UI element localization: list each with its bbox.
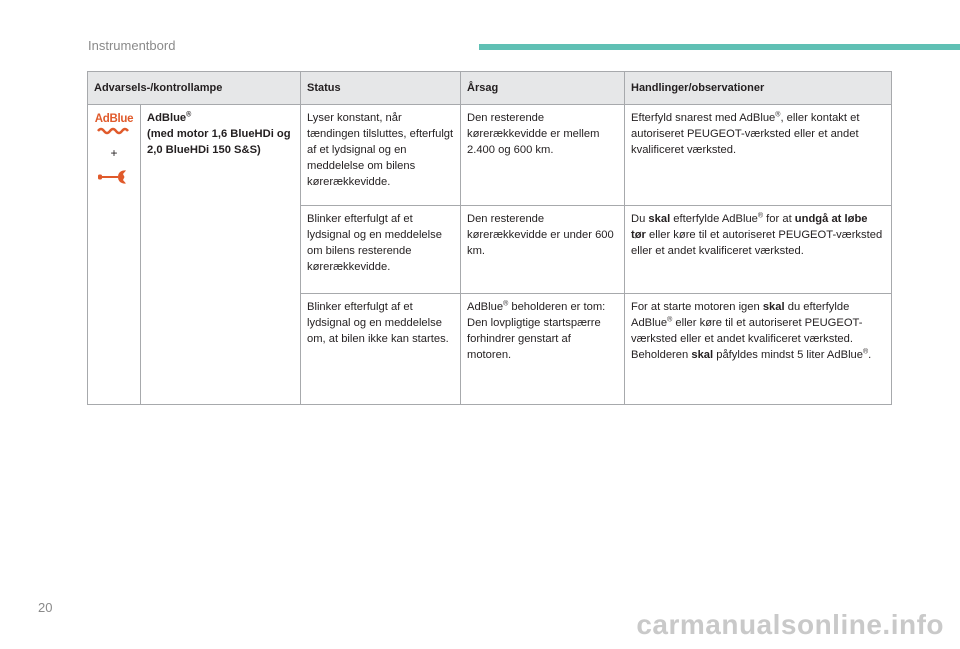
watermark: carmanualsonline.info [636,609,944,640]
cause-cell: Den resterende kørerækkevidde er under 600 km. [461,206,625,294]
adblue-wave-icon [97,127,131,135]
page-number: 20 [38,600,53,615]
header-cause: Årsag [461,72,625,105]
header-status: Status [301,72,461,105]
action-cell: Efterfyld snarest med AdBlue®, eller kontakt et autoriseret PEUGEOT-værksted eller et andet kvalificeret værksted. [625,105,892,206]
plus-sign: + [110,146,118,160]
status-cell: Blinker efterfulgt af et lydsignal og en meddelelse om bilens resterende kørerækkevidde. [301,206,461,294]
section-title: Instrumentbord [88,38,176,53]
lamp-icons-cell [88,105,141,405]
action-cell: Du skal efterfylde AdBlue® for at undgå at løbe tør eller køre til et autoriseret PEUGEOT-værksted eller et andet kvalificeret værksted. [625,206,892,294]
status-cell: Blinker efterfulgt af et lydsignal og en meddelelse om, at bilen ikke kan startes. [301,294,461,405]
status-cell: Lyser konstant, når tændingen tilsluttes, efterfulgt af et lydsignal og en meddelelse om bilens kørerækkevidde. [301,105,461,206]
lamp-name: AdBlue [147,112,187,124]
header-actions: Handlinger/observationer [625,72,892,105]
table-row [88,105,892,206]
warning-lamp-table [87,71,892,405]
action-cell: For at starte motoren igen skal du efterfylde AdBlue® eller køre til et autoriseret PEUGEOT-værksted eller et andet kvalificeret værksted. Beholderen skal påfyldes mindst 5 liter AdBlue®. [625,294,892,405]
lamp-name-cell: AdBlue® (med motor 1,6 BlueHDi og 2,0 BlueHDi 150 S&S) [141,105,301,405]
cause-cell: AdBlue® beholderen er tom: Den lovpligtige startspærre forhindrer genstart af motoren. [461,294,625,405]
table-header-row [88,72,892,105]
wrench-icon [96,169,132,185]
header-lamp: Advarsels-/kontrollampe [88,72,301,105]
header-accent-bar [479,44,960,50]
adblue-icon: AdBlue [94,113,134,125]
lamp-engine-info: (med motor 1,6 BlueHDi og 2,0 BlueHDi 150 S&S) [147,128,291,156]
cause-cell: Den resterende kørerækkevidde er mellem 2.400 og 600 km. [461,105,625,206]
